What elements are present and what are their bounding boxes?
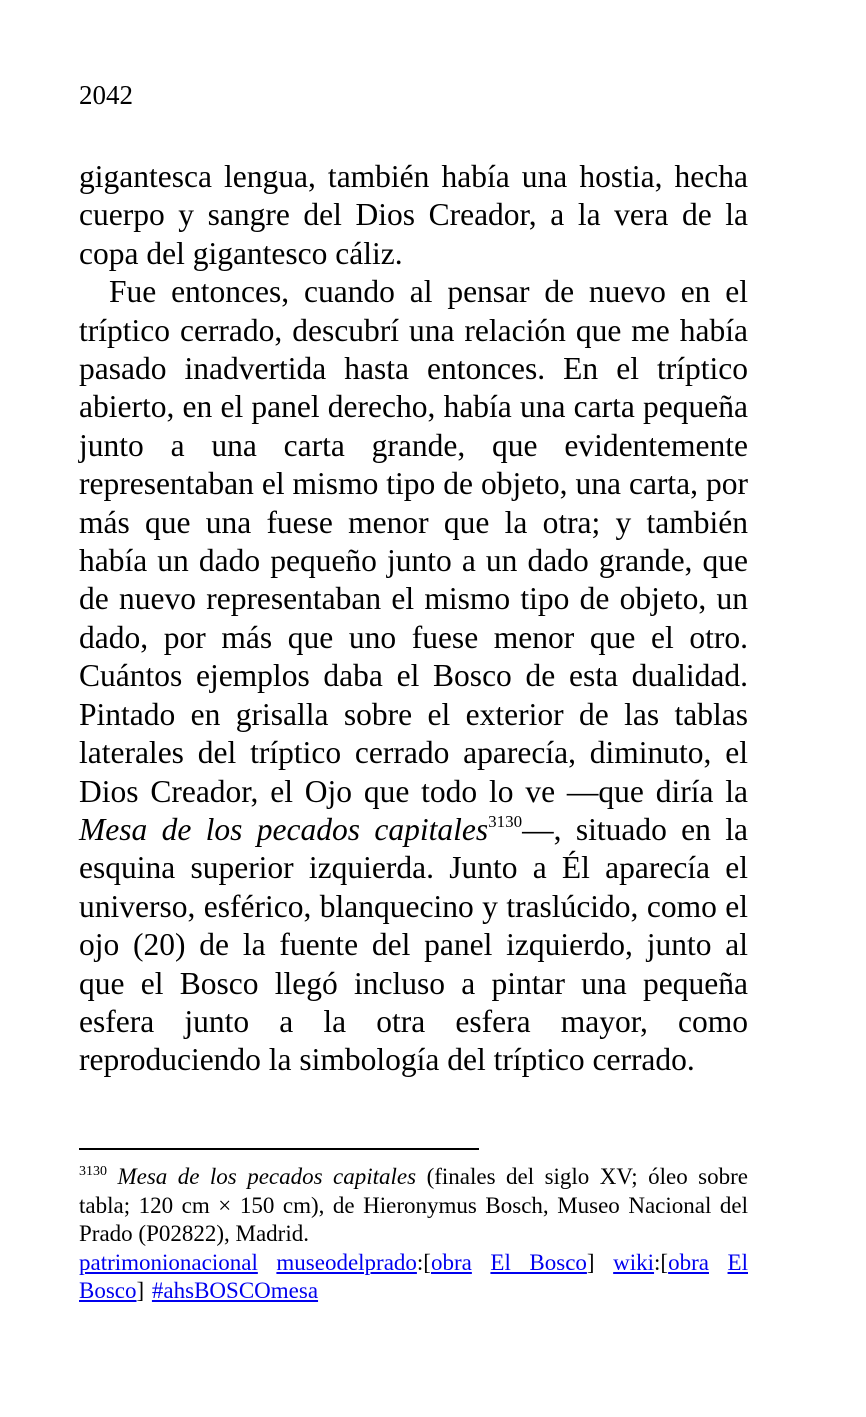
- link-museodelprado[interactable]: museodelprado: [276, 1249, 417, 1275]
- paragraph-1: gigantesca lengua, también había una hostia, hecha cuerpo y sangre del Dios Creador, a la vera de la copa del gigantesco cáliz.: [79, 159, 748, 271]
- footnote-body: (finales del siglo XV; óleo sobre tabla; 120 cm × 150 cm), de Hieronymus Bosch, Museo Nacional del Prado (P02822), Madrid.: [79, 1164, 749, 1246]
- paragraph-2: [79, 273, 748, 1080]
- footnote-number: 3130: [79, 1164, 107, 1179]
- link-obra-prado[interactable]: obra: [430, 1249, 472, 1275]
- link-separator: :[: [654, 1249, 669, 1275]
- footnote-artwork-title: Mesa de los pecados capitales: [117, 1164, 417, 1189]
- footnote-separator: [79, 1148, 479, 1150]
- link-patrimonionacional[interactable]: patrimonionacional: [79, 1249, 258, 1275]
- link-hashtag[interactable]: #ahsBOSCOmesa: [151, 1278, 319, 1303]
- footnote-text: [79, 1163, 748, 1249]
- link-separator: ]: [136, 1278, 145, 1303]
- link-separator: ]: [586, 1249, 595, 1275]
- link-wiki[interactable]: wiki: [613, 1249, 655, 1275]
- main-text: [79, 158, 748, 1080]
- link-obra-wiki[interactable]: obra: [668, 1249, 709, 1275]
- paragraph-2-text-b: —, situado en la esquina superior izquierda. Junto a Él aparecía el universo, esférico, blanquecino y traslúcido, como el ojo (20) de la fuente del panel izquierdo, junto al que el Bosco llegó incluso a pintar una pequeña esfera junto a la otra esfera mayor, como reproduciendo la simbología del tríptico cerrado.: [79, 811, 748, 1078]
- link-separator: :[: [416, 1249, 431, 1275]
- link-el-bosco-prado[interactable]: El Bosco: [490, 1249, 587, 1275]
- artwork-title: Mesa de los pecados capitales: [79, 811, 489, 847]
- footnote-links: [79, 1249, 748, 1306]
- paragraph-2-text-a: Fue entonces, cuando al pensar de nuevo en el tríptico cerrado, descubrí una relación que me había pasado inadvertida hasta entonces. En el tríptico abierto, en el panel derecho, había una carta pequeña junto a una carta grande, que evidentemente representaban el mismo tipo de objeto, una carta, por más que una fuese menor que la otra; y también había un dado pequeño junto a un dado grande, que de nuevo representaban el mismo tipo de objeto, un dado, por más que uno fuese menor que el otro. Cuántos ejemplos daba el Bosco de esta dualidad. Pintado en grisalla sobre el exterior de las tablas laterales del tríptico cerrado aparecía, diminuto, el Dios Creador, el Ojo que todo lo ve —que diría la: [79, 274, 748, 809]
- footnote: [79, 1163, 748, 1306]
- footnote-reference[interactable]: 3130: [488, 811, 523, 831]
- page-number: 2042: [79, 80, 133, 110]
- link-el-bosco-wiki[interactable]: El Bosco: [79, 1249, 748, 1303]
